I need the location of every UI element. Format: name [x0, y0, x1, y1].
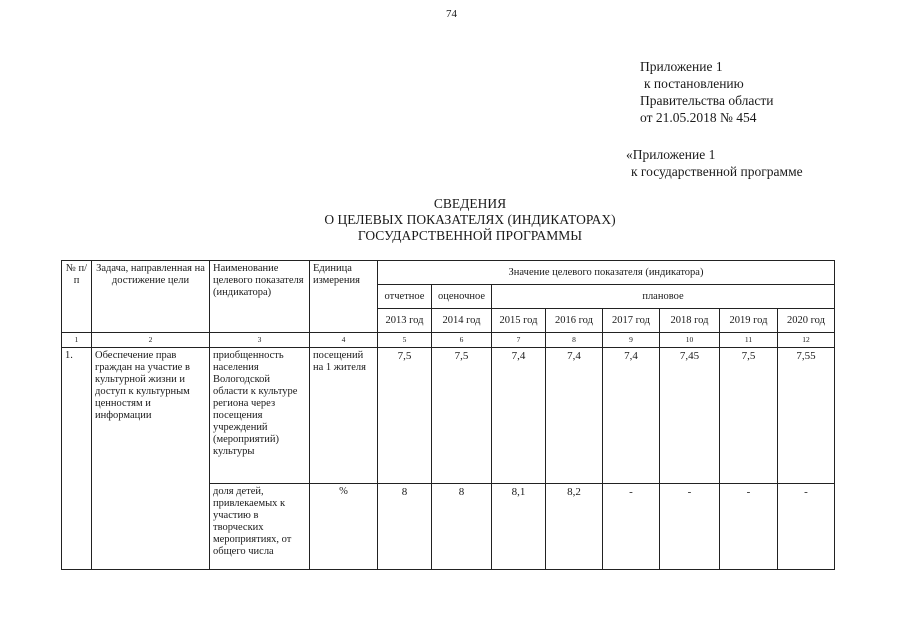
column-number: 1	[62, 333, 92, 348]
column-number: 2	[92, 333, 210, 348]
row-value: 8	[378, 484, 432, 570]
column-numbers-row	[62, 333, 835, 348]
row-unit: %	[310, 484, 378, 570]
row-value: 7,4	[546, 348, 603, 484]
header-year: 2016 год	[546, 309, 603, 333]
row-value: 7,55	[778, 348, 835, 484]
header-num: № п/п	[62, 261, 92, 333]
header-year: 2019 год	[720, 309, 778, 333]
row-num: 1.	[62, 348, 92, 570]
table-row	[62, 348, 835, 484]
column-number: 5	[378, 333, 432, 348]
column-number: 6	[432, 333, 492, 348]
appendix-program-line1: «Приложение 1	[626, 147, 716, 162]
row-value: 7,5	[432, 348, 492, 484]
appendix-program-line2: к государственной программе	[631, 164, 803, 179]
header-year: 2015 год	[492, 309, 546, 333]
header-year: 2017 год	[603, 309, 660, 333]
row-value: 7,45	[660, 348, 720, 484]
column-number: 4	[310, 333, 378, 348]
row-indicator: приобщенность населения Вологодской области к культуре региона через посещения учреждений (мероприятий) культуры	[210, 348, 310, 484]
row-value: -	[603, 484, 660, 570]
row-indicator: доля детей, привлекаемых к участию в творческих мероприятиях, от общего числа	[210, 484, 310, 570]
row-value: 8	[432, 484, 492, 570]
appendix-header	[640, 58, 773, 126]
document-title	[270, 196, 670, 244]
header-year: 2018 год	[660, 309, 720, 333]
row-value: 7,4	[603, 348, 660, 484]
column-number: 7	[492, 333, 546, 348]
header-year: 2013 год	[378, 309, 432, 333]
row-task: Обеспечение прав граждан на участие в культурной жизни и доступ к культурным ценностям и информации	[92, 348, 210, 570]
indicators-table	[61, 260, 835, 570]
row-value: -	[660, 484, 720, 570]
title-line3: ГОСУДАРСТВЕННОЙ ПРОГРАММЫ	[357, 228, 583, 243]
header-task: Задача, направленная на достижение цели	[92, 261, 210, 333]
column-number: 3	[210, 333, 310, 348]
appendix-program	[626, 146, 803, 180]
title-line2: О ЦЕЛЕВЫХ ПОКАЗАТЕЛЯХ (ИНДИКАТОРАХ)	[324, 212, 616, 227]
column-number: 11	[720, 333, 778, 348]
appendix-header-line2: к постановлению	[644, 76, 744, 91]
header-year: 2014 год	[432, 309, 492, 333]
row-value: -	[720, 484, 778, 570]
row-value: 8,1	[492, 484, 546, 570]
row-value: 8,2	[546, 484, 603, 570]
appendix-header-line4: от 21.05.2018 № 454	[640, 110, 757, 125]
column-number: 10	[660, 333, 720, 348]
title-line1: СВЕДЕНИЯ	[433, 196, 507, 211]
row-value: 7,4	[492, 348, 546, 484]
column-number: 8	[546, 333, 603, 348]
header-value: Значение целевого показателя (индикатора)	[378, 261, 835, 285]
header-unit: Единица измерения	[310, 261, 378, 333]
page-number: 74	[446, 8, 457, 20]
row-value: -	[778, 484, 835, 570]
header-year: 2020 год	[778, 309, 835, 333]
appendix-header-line3: Правительства области	[640, 93, 774, 108]
column-number: 9	[603, 333, 660, 348]
row-unit: посещений на 1 жителя	[310, 348, 378, 484]
row-value: 7,5	[378, 348, 432, 484]
header-reported: отчетное	[378, 285, 432, 309]
appendix-header-line1: Приложение 1	[640, 59, 723, 74]
header-indicator: Наименование целевого показателя (индикатора)	[210, 261, 310, 333]
header-estimated: оценочное	[432, 285, 492, 309]
header-planned: плановое	[492, 285, 835, 309]
column-number: 12	[778, 333, 835, 348]
row-value: 7,5	[720, 348, 778, 484]
